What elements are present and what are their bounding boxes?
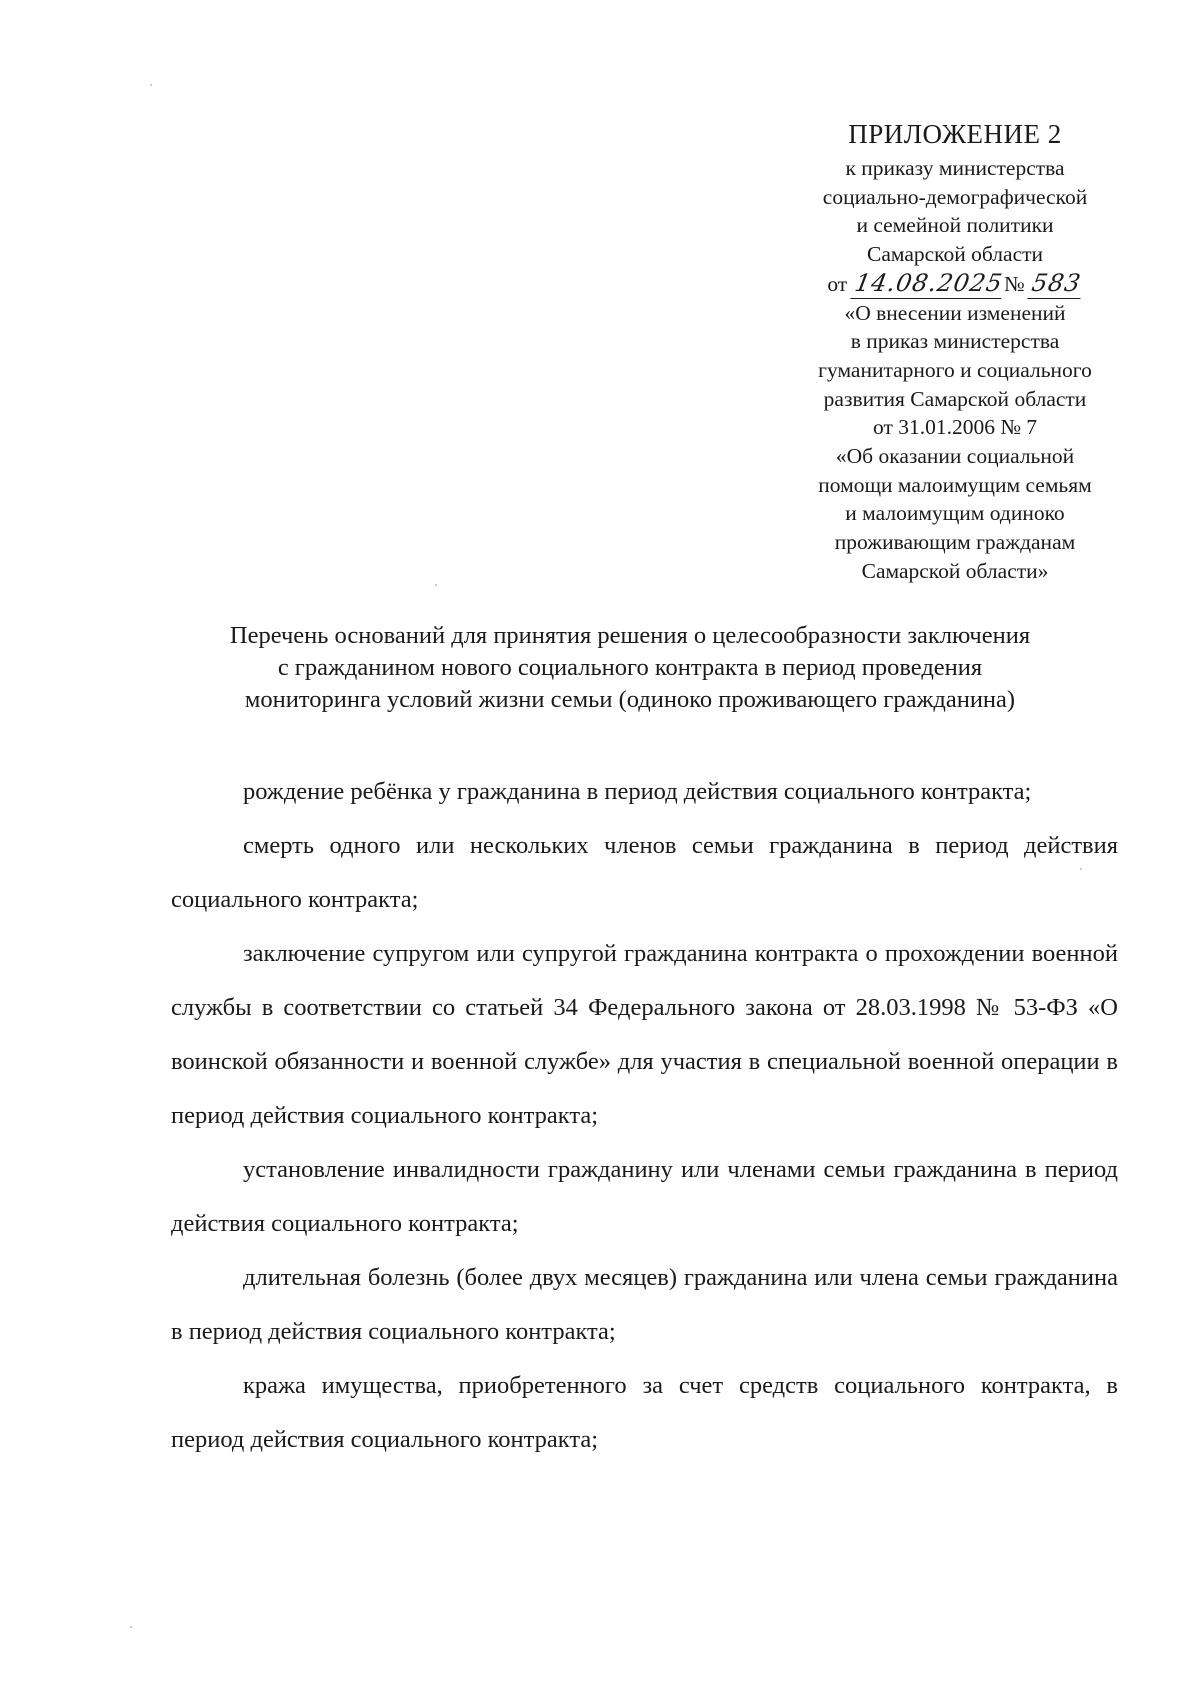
- heading-line: с гражданином нового социального контракта в период проведения: [277, 654, 983, 681]
- order-date-line: [790, 269, 1120, 299]
- heading-line: мониторинга условий жизни семьи (одиноко проживающего гражданина): [244, 686, 1016, 713]
- ground-item: заключение супругом или супругой гражданина контракта о прохождении военной службы в соответствии со статьей 34 Федерального закона от 28.03.1998 № 53-ФЗ «О воинской обязанности и военной службе» для участия в специальной военной операции в период действия социального контракта;: [171, 940, 1118, 1129]
- appendix-title: ПРИЛОЖЕНИЕ 2: [848, 119, 1062, 149]
- scan-speck: [150, 84, 152, 86]
- appendix-line: социально-демографической: [822, 184, 1088, 209]
- ground-item: кража имущества, приобретенного за счет средств социального контракта, в период действия социального контракта;: [171, 1372, 1118, 1453]
- ground-item: установление инвалидности гражданину или членами семьи гражданина в период действия социального контракта;: [171, 1156, 1118, 1237]
- appendix-block: [790, 118, 1120, 586]
- appendix-line: от 31.01.2006 № 7: [872, 415, 1037, 440]
- appendix-line: в приказ министерства: [850, 329, 1060, 354]
- appendix-line: и семейной политики: [856, 213, 1054, 238]
- handwritten-date: 14.08.2025: [850, 269, 1007, 299]
- date-prefix: от: [827, 271, 848, 296]
- appendix-line: Самарской области: [866, 242, 1044, 267]
- ground-item: смерть одного или нескольких членов семьи гражданина в период действия социального контракта;: [171, 832, 1118, 913]
- appendix-line: развития Самарской области: [823, 386, 1087, 411]
- grounds-list: [171, 765, 1118, 1467]
- scan-speck: [130, 1626, 132, 1628]
- ground-item: рождение ребёнка у гражданина в период действия социального контракта;: [243, 778, 1032, 805]
- document-heading: [150, 620, 1110, 716]
- appendix-line: и малоимущим одиноко: [845, 501, 1065, 526]
- heading-line: Перечень оснований для принятия решения о целесообразности заключения: [229, 622, 1031, 649]
- appendix-line: помощи малоимущим семьям: [818, 472, 1092, 497]
- appendix-line: к приказу министерства: [845, 156, 1065, 180]
- number-prefix: №: [1003, 271, 1025, 296]
- appendix-line: проживающим гражданам: [834, 530, 1076, 555]
- appendix-line: «О внесении изменений: [844, 300, 1066, 325]
- scan-speck: [435, 584, 437, 586]
- appendix-line: гуманитарного и социального: [818, 357, 1092, 382]
- handwritten-number: 583: [1027, 269, 1085, 299]
- scan-speck: [1080, 868, 1082, 870]
- ground-item: длительная болезнь (более двух месяцев) гражданина или члена семьи гражданина в период действия социального контракта;: [171, 1264, 1118, 1345]
- appendix-line: «Об оказании социальной: [835, 444, 1075, 469]
- appendix-line: Самарской области»: [861, 558, 1049, 583]
